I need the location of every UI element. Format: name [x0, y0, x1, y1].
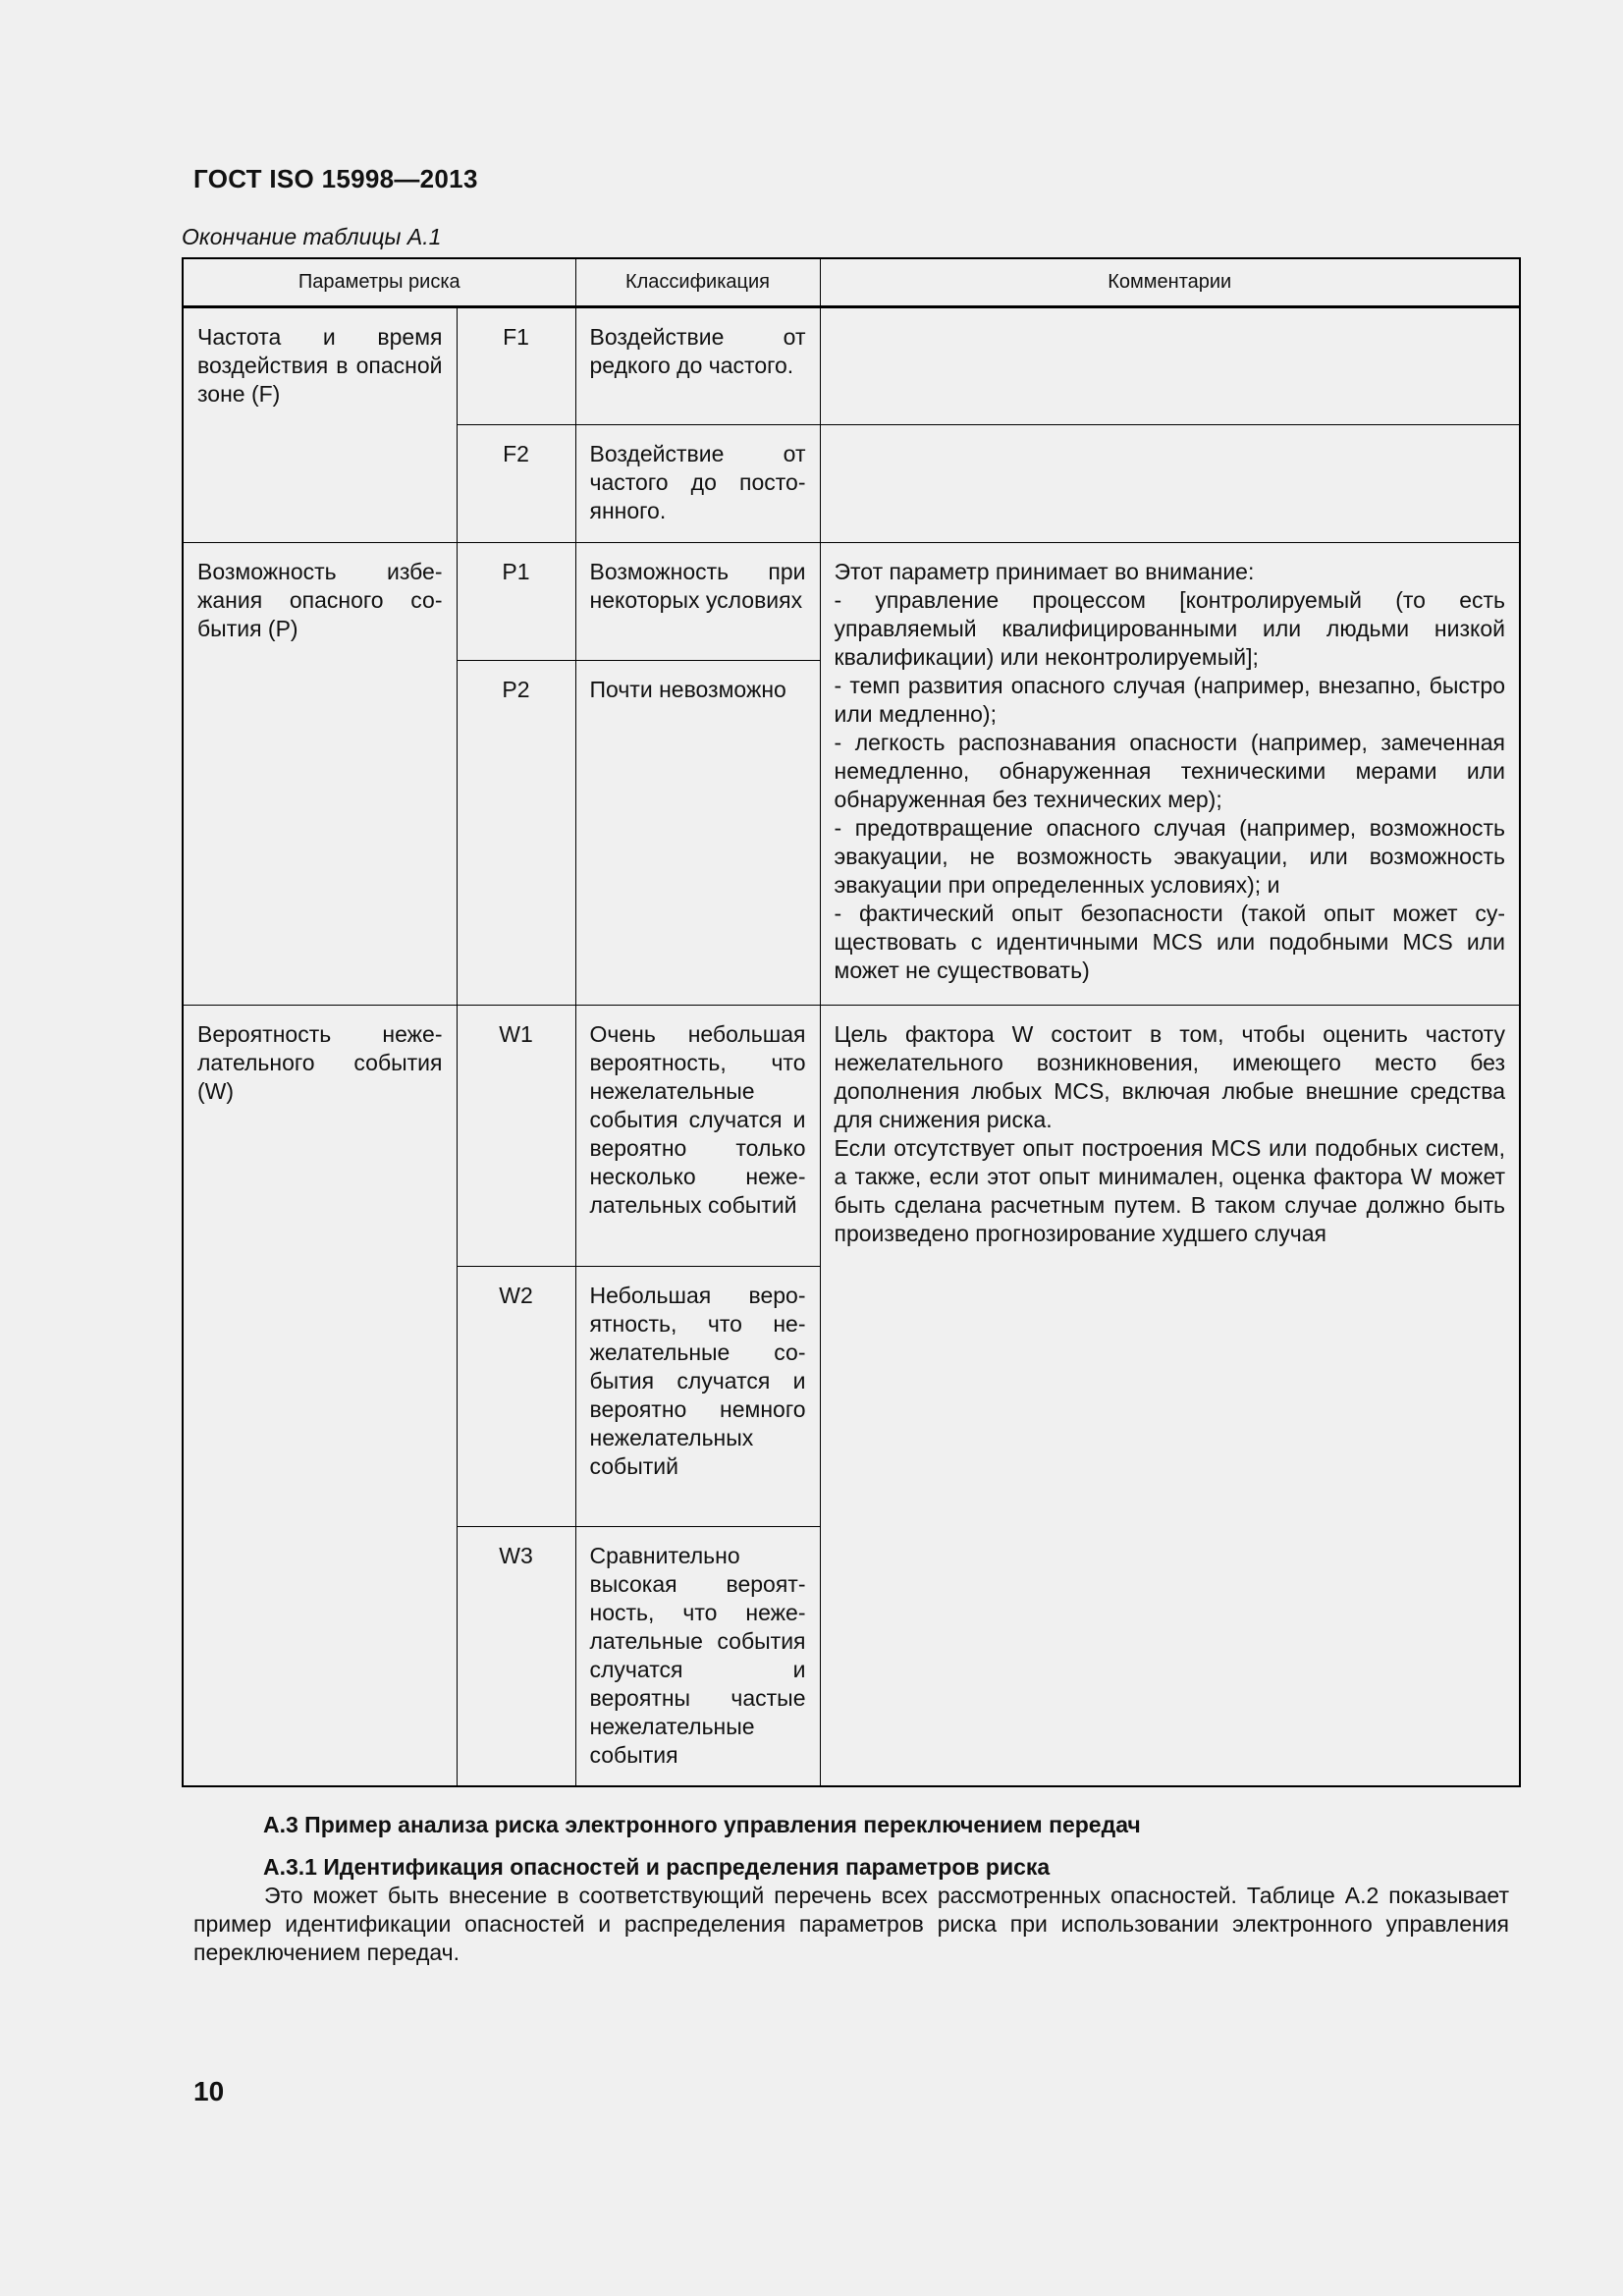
classification-cell-p1: Возможность при некоторых условиях [575, 543, 820, 661]
classification-cell-w3: Сравнительно высокая вероятность, что нежелательные события случатся и вероятны частые нежелательные события [575, 1527, 820, 1786]
classification-cell-f2: Воздействие от частого до постоянного. [575, 425, 820, 543]
code-cell-w3: W3 [457, 1527, 575, 1786]
code-cell-f2: F2 [457, 425, 575, 543]
table-header-row [183, 258, 1520, 307]
document-header: ГОСТ ISO 15998—2013 [193, 164, 478, 193]
comment-line: Если отсутствует опыт построения MCS или подобных систем, а также, если этот опыт минимален, оценка фактора W может быть сделана расчетным путем. В таком случае должно быть произведено прогнозирование худшего случая [834, 1135, 1505, 1246]
comment-cell-w [820, 1006, 1520, 1786]
classification-cell-p2: Почти невозможно [575, 661, 820, 1006]
comment-line: - фактический опыт безопасности (такой опыт может существовать с идентичными MCS или подобными MCS или может не существовать) [834, 901, 1505, 983]
section-a31-text: Это может быть внесение в соответствующий перечень всех рассмотренных опасностей. Таблице А.2 показывает пример идентификации опасностей и распределения параметров риска при использовании электронного управления переключением передач. [193, 1883, 1509, 1965]
table-row [183, 543, 1520, 661]
comment-cell-p [820, 543, 1520, 1006]
classification-cell-f1: Воздействие от редкого до частого. [575, 307, 820, 425]
classification-cell-w2: Небольшая вероятность, что нежелательные события случатся и вероятно немного нежелательных событий [575, 1267, 820, 1527]
code-cell-p1: P1 [457, 543, 575, 661]
risk-parameters-table [182, 257, 1521, 1787]
classification-cell-w1: Очень небольшая вероятность, что нежелательные события случатся и вероятно только несколько нежелательных событий [575, 1006, 820, 1267]
param-cell-p: Возможность избежания опасного события (Р) [183, 543, 457, 1006]
comment-line: Цель фактора W состоит в том, чтобы оценить частоту нежелательного возникновения, имеющего место без дополнения любых MCS, включая любые внешние средства для снижения риска. [834, 1021, 1505, 1132]
section-a3-heading: А.3 Пример анализа риска электронного управления переключением передач [263, 1812, 1141, 1837]
table-row [183, 1006, 1520, 1267]
comment-line: - темп развития опасного случая (например, внезапно, быстро или медленно); [834, 673, 1505, 727]
column-header-risk-params: Параметры риска [183, 258, 575, 307]
code-cell-w2: W2 [457, 1267, 575, 1527]
table-caption: Окончание таблицы А.1 [182, 224, 442, 249]
comment-cell-f1 [820, 307, 1520, 425]
comment-line: - легкость распознавания опасности (например, замеченная немедленно, обнаруженная техническими мерами или обнаруженная без технических мер); [834, 730, 1505, 812]
table-row [183, 307, 1520, 425]
param-cell-f: Частота и время воздействия в опасной зоне (F) [183, 307, 457, 543]
comment-line: Этот параметр принимает во внимание: [834, 559, 1255, 584]
column-header-comments: Комментарии [820, 258, 1520, 307]
code-cell-w1: W1 [457, 1006, 575, 1267]
section-a31-heading: А.3.1 Идентификация опасностей и распределения параметров риска [263, 1854, 1051, 1880]
page-number: 10 [193, 2076, 225, 2106]
code-cell-p2: P2 [457, 661, 575, 1006]
comment-line: - управление процессом [контролируемый (то есть управляемый квалифицированными или людьми низкой квалификации) или неконтролируемый]; [834, 587, 1505, 670]
code-cell-f1: F1 [457, 307, 575, 425]
comment-cell-f2 [820, 425, 1520, 543]
param-cell-w: Вероятность нежелательного события (W) [183, 1006, 457, 1786]
column-header-classification: Классификация [575, 258, 820, 307]
comment-line: - предотвращение опасного случая (например, возможность эвакуации, не возможность эвакуации, или возможность эвакуации при определенных условиях); и [834, 815, 1505, 898]
